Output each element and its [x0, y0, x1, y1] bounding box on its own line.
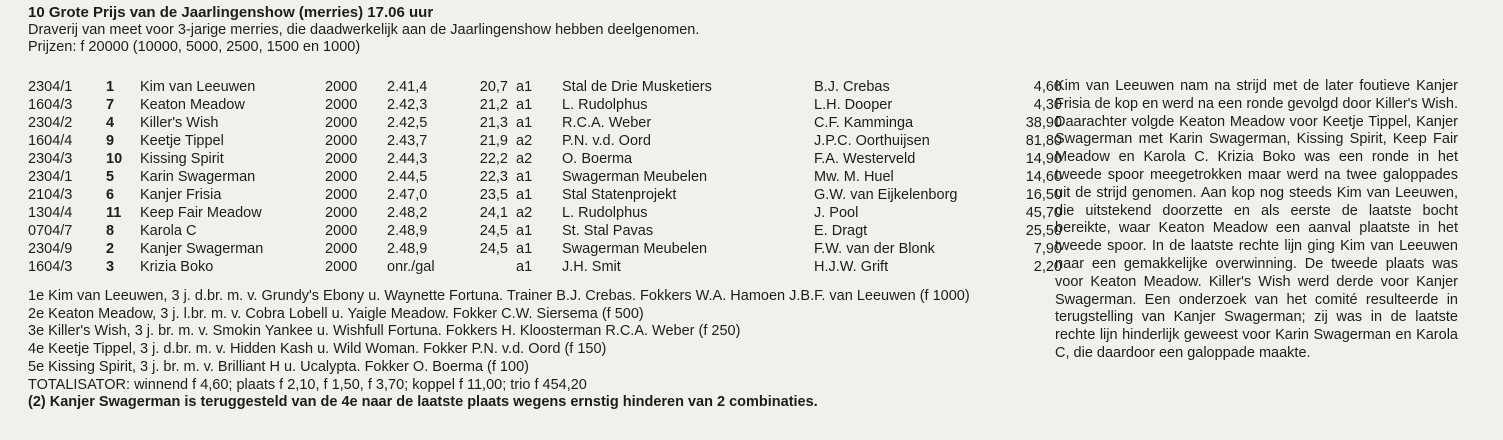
table-row — [28, 186, 1062, 204]
race-report-text: Kim van Leeuwen nam na strijd met de later foutieve Kanjer Frisia de kop en werd na een ronde gevolgd door Killer's Wish. Daarachter volgde Keaton Meadow voor Keetje Tippel, Kanjer Swagerman met Karin Swagerman, Kissing Spirit, Keep Fair Meadow en Karola C. Krizia Boko was een ronde in het tweede spoor meegetrokken maar werd na twee galoppades uit de strijd genomen. Aan kop nog steeds Kim van Leeuwen, die uitstekend doorzette en als eerste de laatste bocht bereikte, waar Keaton Meadow een aanval plaatste in het tweede spoor. In de laatste rechte lijn ging Kim van Leeuwen naar een gemakkelijke overwinning. De tweede plaats was voor Keaton Meadow. Killer's Wish werd derde voor Kanjer Swagerman. Een onderzoek van het comité resulteerde in terugstelling van Kanjer Swagerman; zij was in de laatste rechte lijn hinderlijk geweest voor Karin Swagerman en Karola C, die daardoor een galoppade maakte. — [1055, 78, 1458, 361]
finish-time: 2.48,9 — [387, 241, 428, 257]
horse-number: 1 — [106, 79, 115, 95]
km-time: 22,2 — [479, 151, 508, 167]
odds-value: 25,50 — [1025, 223, 1062, 239]
trainer-name: L.H. Dooper — [814, 97, 893, 113]
result-code: 1604/3 — [28, 259, 73, 275]
horse-number: 9 — [106, 133, 115, 149]
km-time: 20,7 — [479, 79, 508, 95]
race-details — [28, 288, 1018, 412]
horse-name: Karin Swagerman — [140, 169, 256, 185]
table-row — [28, 78, 1062, 96]
result-code: 1604/3 — [28, 97, 73, 113]
finish-time: 2.42,3 — [387, 97, 428, 113]
horse-number: 11 — [106, 205, 122, 221]
start-position: a2 — [516, 205, 533, 221]
owner-name: L. Rudolphus — [562, 97, 648, 113]
distance: 2000 — [325, 151, 358, 167]
horse-name: Keaton Meadow — [140, 97, 245, 113]
distance: 2000 — [325, 79, 358, 95]
owner-name: Swagerman Meubelen — [562, 241, 708, 257]
km-time — [466, 258, 508, 276]
distance: 2000 — [325, 205, 358, 221]
odds-value: 14,90 — [1025, 151, 1062, 167]
horse-number: 8 — [106, 223, 115, 239]
result-code: 2304/2 — [28, 115, 73, 131]
distance: 2000 — [325, 133, 358, 149]
trainer-name: F.A. Westerveld — [814, 151, 916, 167]
trainer-name: J. Pool — [814, 205, 859, 221]
finish-time: 2.41,4 — [387, 79, 428, 95]
horse-number: 6 — [106, 187, 115, 203]
table-row — [28, 96, 1062, 114]
table-row — [28, 204, 1062, 222]
table-row — [28, 258, 1062, 276]
owner-name: P.N. v.d. Oord — [562, 133, 651, 149]
start-position: a1 — [516, 169, 533, 185]
km-time: 24,1 — [479, 205, 508, 221]
table-row — [28, 240, 1062, 258]
horse-number: 10 — [106, 151, 123, 167]
finish-time: 2.48,9 — [387, 223, 428, 239]
detail-line: 5e Kissing Spirit, 3 j. br. m. v. Brilliant H u. Ucalypta. Fokker O. Boerma (f 100) — [28, 358, 529, 375]
finish-time: 2.42,5 — [387, 115, 428, 131]
trainer-name: E. Dragt — [814, 223, 868, 239]
finish-time: onr./gal — [387, 259, 435, 275]
horse-number: 2 — [106, 241, 115, 257]
km-time: 21,3 — [479, 115, 508, 131]
km-time: 24,5 — [479, 223, 508, 239]
trainer-name: J.P.C. Oorthuijsen — [814, 133, 930, 149]
start-position: a2 — [516, 133, 533, 149]
table-row — [28, 168, 1062, 186]
odds-value: 4,30 — [1033, 97, 1062, 113]
horse-name: Keetje Tippel — [140, 133, 224, 149]
start-position: a1 — [516, 115, 533, 131]
start-position: a1 — [516, 97, 533, 113]
horse-number: 7 — [106, 97, 115, 113]
totalisator-line: TOTALISATOR: winnend f 4,60; plaats f 2,10, f 1,50, f 3,70; koppel f 11,00; trio f 454,20 — [28, 376, 587, 393]
trainer-name: G.W. van Eijkelenborg — [814, 187, 958, 203]
owner-name: L. Rudolphus — [562, 205, 648, 221]
horse-name: Kanjer Frisia — [140, 187, 222, 203]
table-row — [28, 132, 1062, 150]
odds-value: 45,70 — [1025, 205, 1062, 221]
result-code: 1604/4 — [28, 133, 73, 149]
km-time: 24,5 — [479, 241, 508, 257]
owner-name: Stal Statenprojekt — [562, 187, 677, 203]
horse-number: 3 — [106, 259, 115, 275]
start-position: a1 — [516, 241, 533, 257]
start-position: a1 — [516, 79, 533, 95]
distance: 2000 — [325, 97, 358, 113]
distance: 2000 — [325, 187, 358, 203]
owner-name: Swagerman Meubelen — [562, 169, 708, 185]
finish-time: 2.48,2 — [387, 205, 428, 221]
distance: 2000 — [325, 223, 358, 239]
owner-name: St. Stal Pavas — [562, 223, 654, 239]
result-code: 2104/3 — [28, 187, 73, 203]
km-time: 22,3 — [479, 169, 508, 185]
race-title: 10 Grote Prijs van de Jaarlingenshow (merries) 17.06 uur — [28, 4, 434, 21]
horse-name: Kanjer Swagerman — [140, 241, 264, 257]
owner-name: O. Boerma — [562, 151, 633, 167]
result-code: 2304/3 — [28, 151, 73, 167]
horse-number: 4 — [106, 115, 115, 131]
odds-value: 4,60 — [1033, 79, 1062, 95]
result-code: 2304/1 — [28, 169, 73, 185]
distance: 2000 — [325, 169, 358, 185]
distance: 2000 — [325, 259, 358, 275]
result-code: 1304/4 — [28, 205, 73, 221]
horse-name: Kim van Leeuwen — [140, 79, 256, 95]
trainer-name: F.W. van der Blonk — [814, 241, 935, 257]
finish-time: 2.47,0 — [387, 187, 428, 203]
trainer-name: C.F. Kamminga — [814, 115, 914, 131]
owner-name: R.C.A. Weber — [562, 115, 652, 131]
table-row — [28, 114, 1062, 132]
owner-name: Stal de Drie Musketiers — [562, 79, 712, 95]
horse-name: Keep Fair Meadow — [140, 205, 262, 221]
owner-name: J.H. Smit — [562, 259, 621, 275]
race-report — [1055, 78, 1458, 363]
trainer-name: B.J. Crebas — [814, 79, 890, 95]
odds-value: 81,80 — [1025, 133, 1062, 149]
km-time: 21,9 — [479, 133, 508, 149]
distance: 2000 — [325, 241, 358, 257]
start-position: a1 — [516, 223, 533, 239]
horse-name: Krizia Boko — [140, 259, 214, 275]
odds-value: 14,60 — [1025, 169, 1062, 185]
race-description: Draverij van meet voor 3-jarige merries, die daadwerkelijk aan de Jaarlingenshow hebben deelgenomen. — [28, 22, 700, 38]
race-prizes: Prijzen: f 20000 (10000, 5000, 2500, 1500 en 1000) — [28, 39, 361, 55]
horse-name: Killer's Wish — [140, 115, 219, 131]
finish-time: 2.44,5 — [387, 169, 428, 185]
detail-line: 2e Keaton Meadow, 3 j. l.br. m. v. Cobra Lobell u. Yaigle Meadow. Fokker C.W. Siersema (f 500) — [28, 305, 644, 322]
table-row — [28, 222, 1062, 240]
detail-line: 4e Keetje Tippel, 3 j. d.br. m. v. Hidden Kash u. Wild Woman. Fokker P.N. v.d. Oord (f 150) — [28, 341, 607, 358]
finish-time: 2.43,7 — [387, 133, 428, 149]
odds-value: 38,90 — [1025, 115, 1062, 131]
start-position: a1 — [516, 187, 533, 203]
trainer-name: Mw. M. Huel — [814, 169, 894, 185]
detail-line: 3e Killer's Wish, 3 j. br. m. v. Smokin Yankee u. Wishfull Fortuna. Fokkers H. Kloosterman R.C.A. Weber (f 250) — [28, 323, 741, 340]
odds-value: 7,90 — [1033, 241, 1062, 257]
detail-line: 1e Kim van Leeuwen, 3 j. d.br. m. v. Grundy's Ebony u. Waynette Fortuna. Trainer B.J. Crebas. Fokkers W.A. Hamoen J.B.F. van Leeuwen (f 1000) — [28, 288, 970, 304]
km-time: 23,5 — [479, 187, 508, 203]
horse-name: Kissing Spirit — [140, 151, 224, 167]
odds-value: 16,50 — [1025, 187, 1062, 203]
results-table — [28, 78, 1062, 276]
odds-value: 2,20 — [1033, 259, 1062, 275]
start-position: a2 — [516, 151, 533, 167]
result-code: 2304/9 — [28, 241, 73, 257]
horse-number: 5 — [106, 169, 115, 185]
result-code: 2304/1 — [28, 79, 73, 95]
finish-time: 2.44,3 — [387, 151, 428, 167]
race-header — [28, 4, 1018, 56]
distance: 2000 — [325, 115, 358, 131]
trainer-name: H.J.W. Grift — [814, 259, 889, 275]
disqualification-note: (2) Kanjer Swagerman is teruggesteld van de 4e naar de laatste plaats wegens ernstig hinderen van 2 combinaties. — [28, 394, 818, 411]
table-row — [28, 150, 1062, 168]
km-time: 21,2 — [479, 97, 508, 113]
start-position: a1 — [516, 259, 533, 275]
horse-name: Karola C — [140, 223, 197, 239]
result-code: 0704/7 — [28, 223, 73, 239]
